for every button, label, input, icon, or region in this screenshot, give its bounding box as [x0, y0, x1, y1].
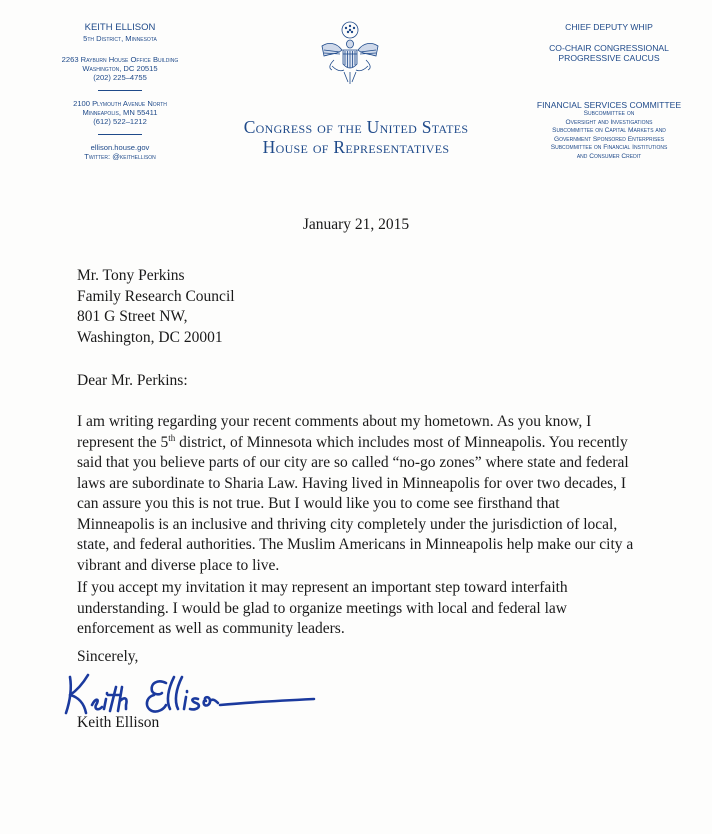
- member-name: KEITH ELLISON: [84, 22, 156, 33]
- letterhead-left: [30, 22, 210, 161]
- address-line: 801 G Street NW,: [77, 308, 188, 325]
- address-line: Washington, DC 20001: [77, 328, 223, 346]
- mn-office-line: Minneapolis, MN 55411: [82, 108, 158, 117]
- divider: [98, 134, 142, 135]
- paragraph-text: district, of Minnesota which includes most of Minneapolis. You recently said that you believe parts of our city are so called “no-go zones” where state and federal laws are subordinate to Sharia Law. Having lived in Minneapolis for over two decades, I can assure you this is not true. But I would like you to come see firsthand that Minneapolis is an inclusive and thriving city completely under the jurisdiction of local, state, and federal authorities. The Muslim Americans in Minneapolis help make our city a vibrant and diverse place to live.: [77, 433, 634, 574]
- letterhead-right: [514, 22, 704, 162]
- ordinal-suffix: th: [168, 432, 176, 443]
- body-paragraph-2: If you accept my invitation it may represent an important step toward interfaith understanding. I would be glad to organize meetings with local and federal law enforcement as well as community leaders.: [77, 579, 568, 637]
- dc-office-line: 2263 Rayburn House Office Building: [61, 55, 179, 64]
- address-line: Mr. Tony Perkins: [77, 267, 185, 284]
- divider: [98, 90, 142, 91]
- role-chief-deputy-whip: CHIEF DEPUTY WHIP: [565, 22, 653, 32]
- mn-office-phone: (612) 522–1212: [93, 117, 147, 126]
- great-seal-eagle-icon: [318, 20, 382, 94]
- subcommittee-line: Subcommittee on: [583, 110, 635, 117]
- committee-title: FINANCIAL SERVICES COMMITTEE: [536, 99, 682, 110]
- salutation: Dear Mr. Perkins:: [77, 372, 188, 389]
- letter-date: January 21, 2015: [302, 216, 410, 233]
- subcommittee-line: Subcommittee on Financial Institutions: [550, 144, 668, 152]
- body-paragraph-1: [77, 412, 637, 576]
- house-title: House of Representatives: [262, 137, 450, 157]
- dc-office-line: Washington, DC 20515: [82, 64, 158, 73]
- twitter-handle[interactable]: Twitter: @keithellison: [84, 152, 156, 161]
- congress-title: Congress of the United States: [243, 117, 469, 137]
- subcommittee-line: Subcommittee on Capital Markets and: [552, 127, 666, 135]
- paragraph-text: I am writing regarding your recent comments about my hometown. As you know, I represent the 5: [77, 413, 592, 451]
- mn-office-line: 2100 Plymouth Avenue North: [73, 99, 167, 108]
- subcommittee-line: and Consumer Credit: [576, 152, 642, 160]
- signer-name: Keith Ellison: [77, 714, 160, 731]
- congress-heading: [196, 117, 516, 157]
- recipient-address: [77, 266, 235, 348]
- role-cpc-line: CO-CHAIR CONGRESSIONAL: [549, 42, 669, 53]
- address-line: Family Research Council: [77, 287, 235, 305]
- closing: Sincerely,: [77, 648, 139, 665]
- website-link[interactable]: ellison.house.gov: [90, 143, 150, 152]
- subcommittee-line: Government Sponsored Enterprises: [553, 135, 665, 143]
- dc-office-phone: (202) 225–4755: [93, 73, 147, 82]
- role-cpc-line: PROGRESSIVE CAUCUS: [558, 53, 660, 63]
- handwritten-signature: [62, 667, 322, 719]
- member-district: 5th District, Minnesota: [83, 34, 157, 43]
- subcommittee-line: Oversight and Investigations: [565, 118, 653, 126]
